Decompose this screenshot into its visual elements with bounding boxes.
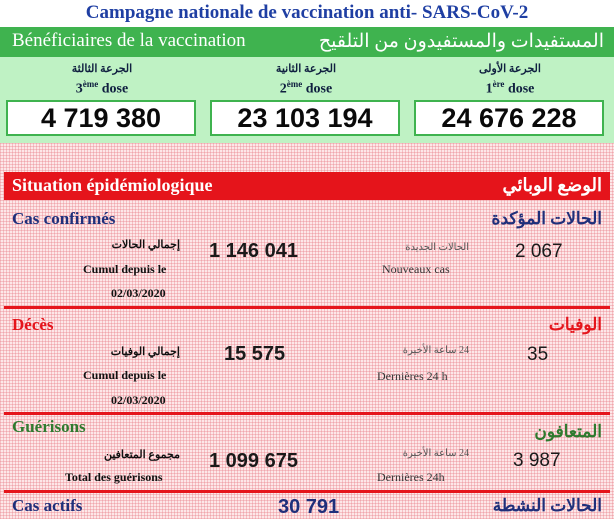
- deaths-recent-ar: 24 ساعة الأخيرة: [402, 345, 469, 356]
- confirmed-cumul-date: 02/03/2020: [111, 286, 166, 300]
- dose-second-value: 23 103 194: [210, 100, 400, 136]
- active-title-ar: الحالات النشطة: [492, 496, 602, 515]
- recovered-title-ar: المتعافون: [534, 422, 602, 441]
- deaths-cumul-date: 02/03/2020: [111, 393, 166, 407]
- dose-third-value: 4 719 380: [6, 100, 196, 136]
- dose-second: [204, 57, 408, 143]
- dose-third: [0, 57, 204, 143]
- deaths-title-ar: الوفيات: [548, 315, 602, 334]
- dose-panel: [0, 57, 614, 143]
- beneficiaries-label-ar: المستفيدات والمستفيدون من التلقيح: [318, 31, 604, 52]
- dose-third-ar: الجرعة الثالثة: [71, 63, 133, 75]
- beneficiaries-bar: [0, 27, 614, 57]
- dose-third-label: 3ème dose: [75, 79, 129, 97]
- confirmed-cumul-fr: Cumul depuis le: [83, 262, 167, 276]
- separator: [4, 306, 610, 309]
- confirmed-total: 1 146 041: [209, 240, 298, 262]
- recovered-recent-fr: Dernières 24h: [377, 470, 445, 484]
- confirmed-new-value: 2 067: [515, 241, 563, 262]
- dose-second-label: 2ème dose: [279, 79, 333, 97]
- deaths-cumul-ar: إجمالي الوفيات: [110, 346, 180, 358]
- confirmed-title-fr: Cas confirmés: [12, 209, 116, 228]
- deaths-title-fr: Décès: [12, 315, 54, 334]
- dose-first-ar: الجرعة الأولى: [479, 63, 541, 75]
- recovered-recent-ar: 24 ساعة الأخيرة: [402, 448, 469, 459]
- deaths-cumul-fr: Cumul depuis le: [83, 368, 167, 382]
- dose-first-label: 1ère dose: [485, 79, 535, 97]
- separator: [4, 490, 610, 493]
- beneficiaries-label-fr: Bénéficiaires de la vaccination: [12, 30, 246, 51]
- confirmed-cumul-ar: إجمالي الحالات: [111, 239, 180, 251]
- confirmed-title-ar: الحالات المؤكدة: [491, 209, 602, 228]
- deaths-recent-fr: Dernières 24 h: [377, 369, 448, 383]
- deaths-recent-value: 35: [527, 344, 549, 365]
- campaign-title: Campagne nationale de vaccination anti- SARS-CoV-2: [0, 0, 614, 28]
- active-title-fr: Cas actifs: [12, 496, 83, 515]
- active-value: 30 791: [278, 496, 340, 518]
- situation-title-fr: Situation épidémiologique: [12, 175, 213, 195]
- recovered-total-ar: مجموع المتعافين: [103, 449, 180, 461]
- dose-first-value: 24 676 228: [414, 100, 604, 136]
- situation-bar: [4, 172, 610, 200]
- situation-title-ar: الوضع الوبائي: [502, 175, 602, 195]
- separator: [4, 412, 610, 415]
- deaths-total: 15 575: [224, 343, 286, 365]
- recovered-title-fr: Guérisons: [12, 417, 86, 436]
- recovered-total-fr: Total des guérisons: [65, 470, 163, 484]
- dose-second-ar: الجرعة الثانية: [275, 63, 337, 75]
- confirmed-new-fr: Nouveaux cas: [382, 262, 450, 276]
- dose-first: [408, 57, 612, 143]
- confirmed-new-ar: الحالات الجديدة: [405, 242, 469, 253]
- recovered-recent-value: 3 987: [513, 450, 561, 471]
- recovered-total: 1 099 675: [209, 450, 298, 472]
